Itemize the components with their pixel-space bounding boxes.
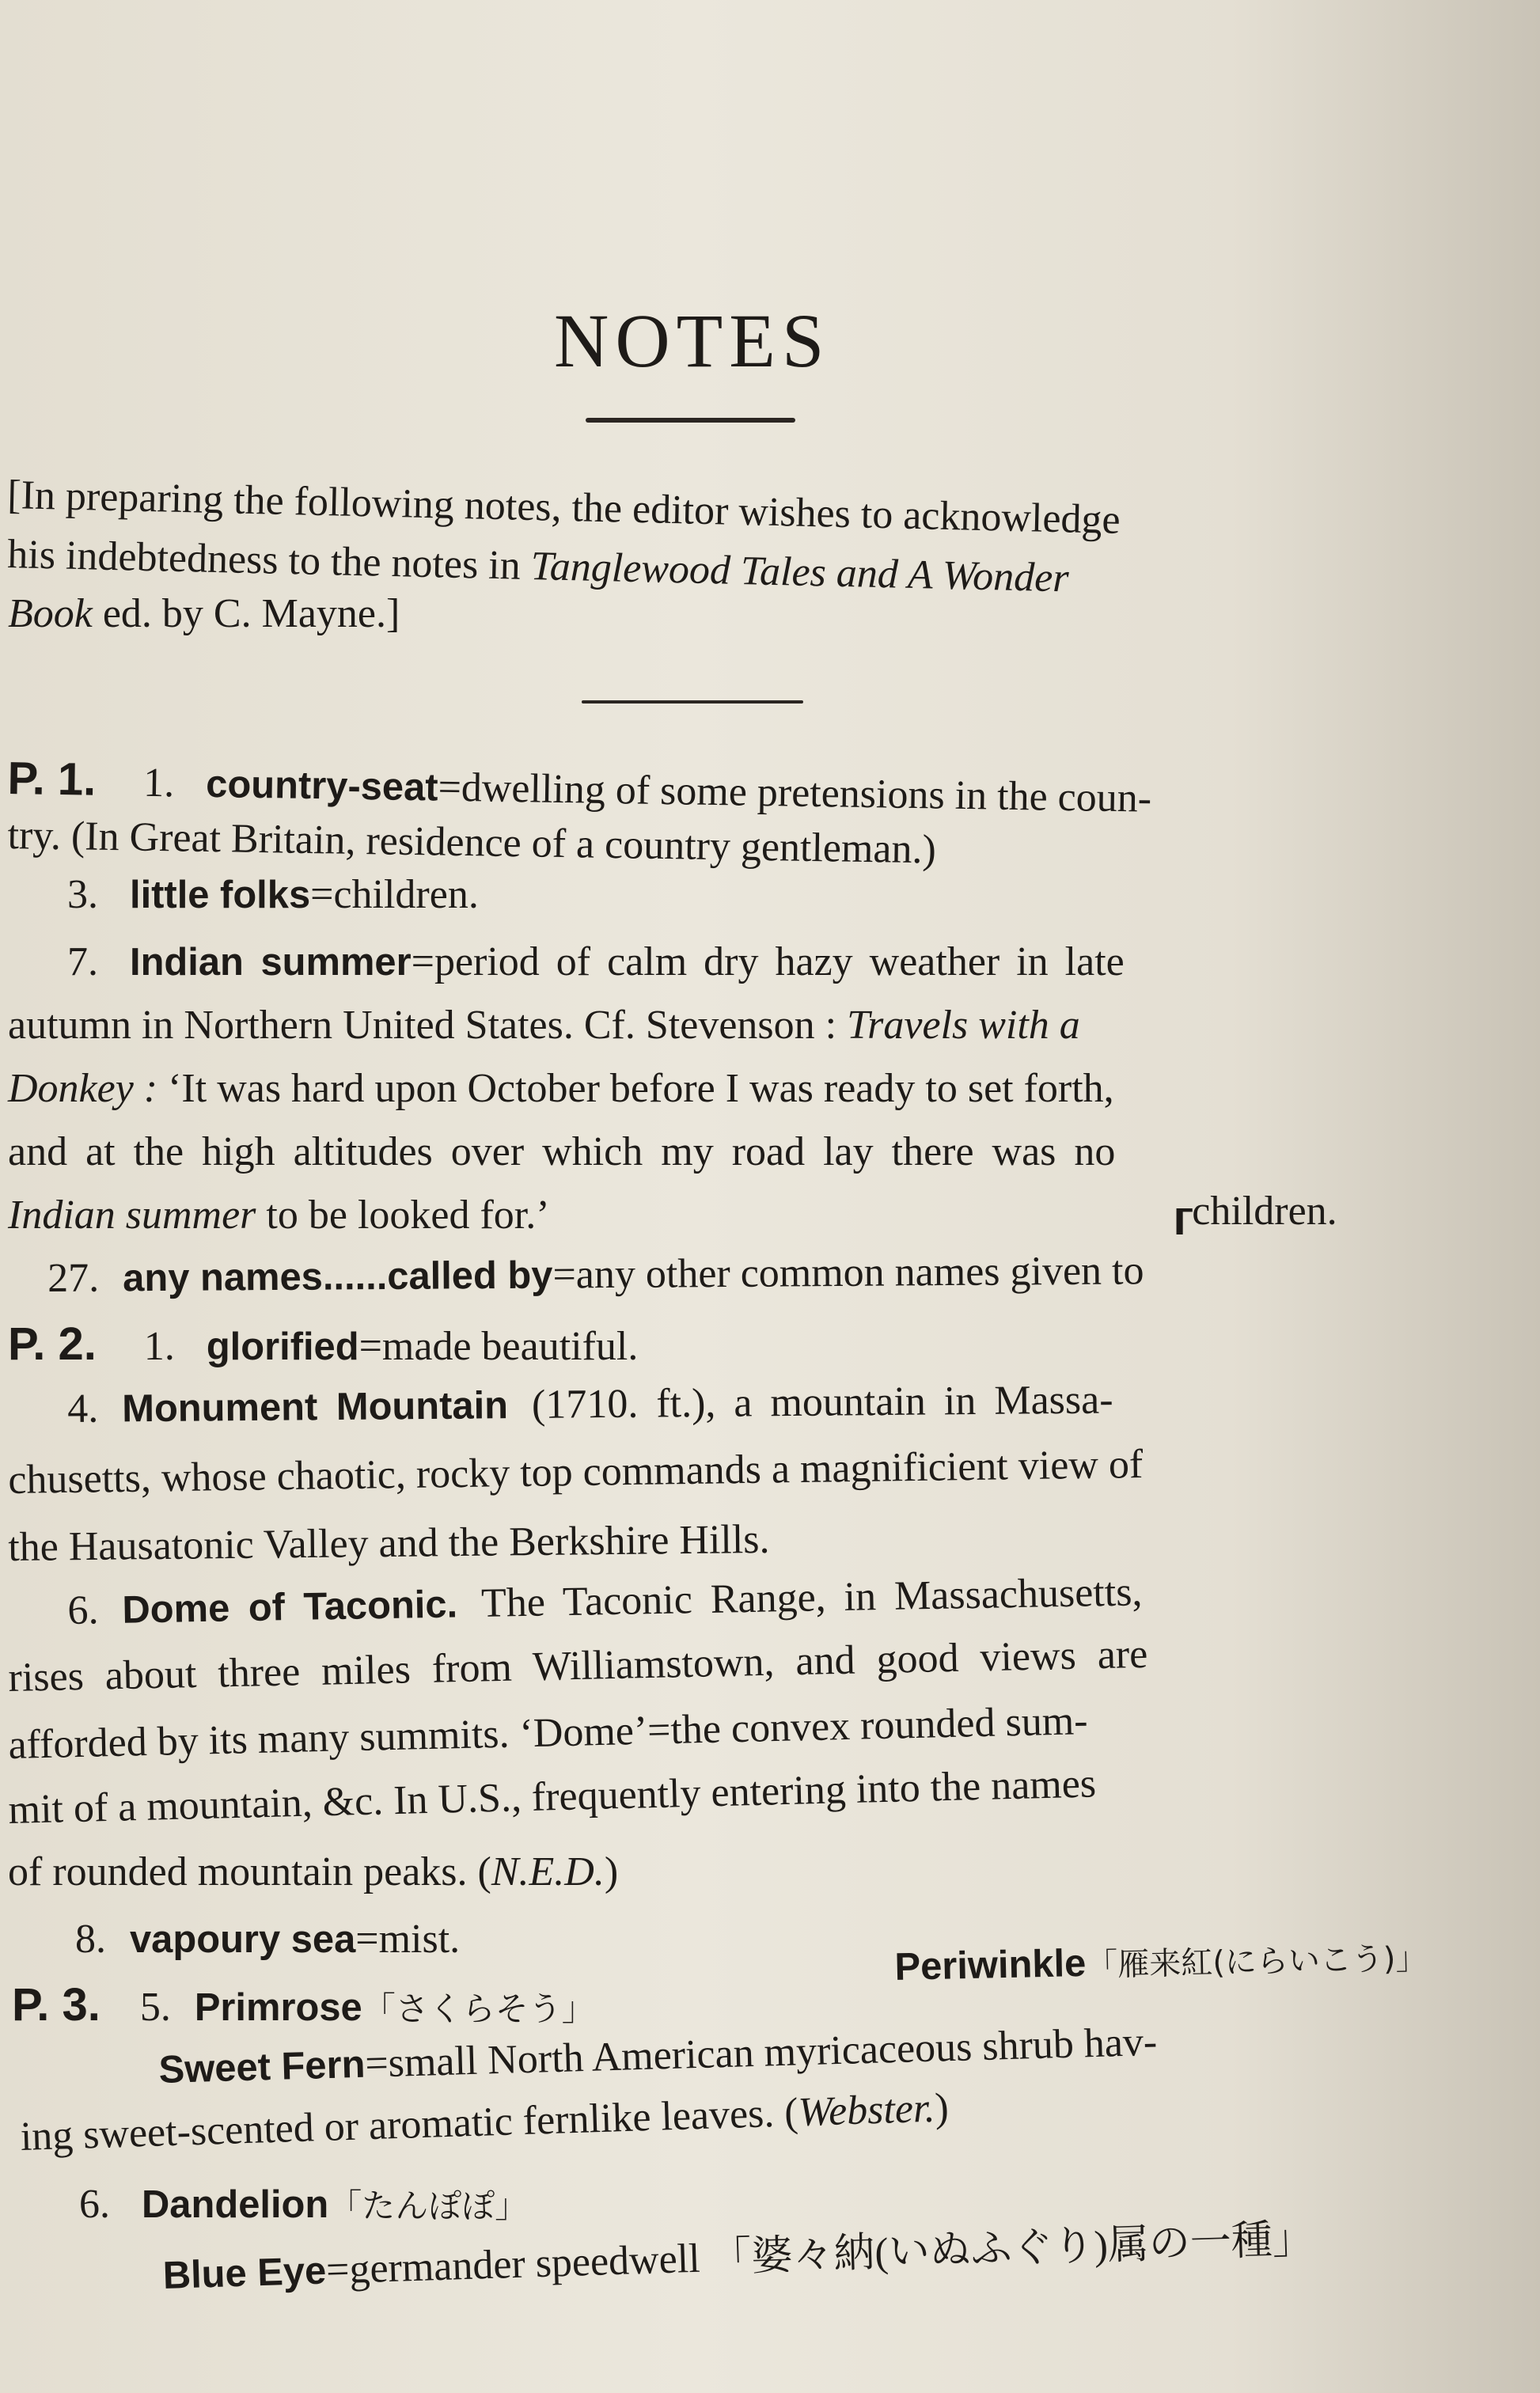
line-number: 8. bbox=[75, 1917, 106, 1962]
note-periwinkle bbox=[894, 1936, 1428, 1988]
note-p1-7-l5 bbox=[8, 1195, 550, 1236]
japanese-gloss: 「たんぽぽ」 bbox=[328, 2186, 529, 2225]
note-p2-4-l2: chusetts, whose chaotic, rocky top commands a magnificient view of bbox=[7, 1441, 1144, 1503]
note-p1-7-l4: and at the high altitudes over which my road lay there was no bbox=[8, 1129, 1116, 1174]
term-italic: Indian summer bbox=[8, 1193, 256, 1238]
note-p2-6-l5 bbox=[8, 1849, 619, 1894]
term: Periwinkle bbox=[893, 1941, 1087, 1989]
term: Dandelion bbox=[142, 2183, 329, 2226]
title-rule bbox=[586, 418, 795, 423]
definition: =period of calm dry hazy weather in late bbox=[411, 939, 1125, 984]
note-p2-4-l3: the Hausatonic Valley and the Berkshire Hills. bbox=[7, 1516, 770, 1570]
definition: =any other common names given to bbox=[552, 1248, 1144, 1298]
quote: ‘It was hard upon October before I was ready to set forth, bbox=[157, 1066, 1114, 1111]
definition: =small North American myricaceous shrub hav- bbox=[364, 2019, 1158, 2087]
definition: =children. bbox=[310, 872, 479, 917]
japanese-gloss: 「雁来紅(にらいこう)」 bbox=[1085, 1940, 1428, 1984]
line-number: 1. bbox=[142, 760, 175, 806]
term: any names......called by bbox=[122, 1253, 553, 1300]
definition: =dwelling of some pretensions in the coun- bbox=[438, 764, 1152, 821]
line-number: 3. bbox=[67, 872, 98, 917]
page-ref-p1: P. 1. bbox=[7, 753, 97, 806]
intro-line-2 bbox=[7, 534, 1069, 599]
note-p2-6-l4: mit of a mountain, &c. In U.S., frequently entering into the names bbox=[7, 1761, 1097, 1833]
text: autumn in Northern United States. Cf. Stevenson : bbox=[8, 1003, 848, 1048]
note-p1-7 bbox=[67, 939, 1125, 984]
japanese-gloss: 「さくらそう」 bbox=[362, 1989, 595, 2028]
definition: The Taconic Range, in Massachusetts, bbox=[480, 1569, 1143, 1626]
term: vapoury sea bbox=[130, 1918, 356, 1961]
note-p1-7-l2 bbox=[8, 1005, 1080, 1046]
line-number: 5. bbox=[139, 1985, 171, 2030]
note-p1-7-carry: ┎children. bbox=[1167, 1189, 1337, 1234]
intro-line-1: [In preparing the following notes, the editor wishes to acknowledge bbox=[6, 472, 1121, 543]
note-p2-8 bbox=[75, 1919, 460, 1960]
page-ref-p2: P. 2. bbox=[8, 1318, 97, 1370]
note-p1-1 bbox=[7, 753, 1152, 821]
text: ing sweet-scented or aromatic fernlike leaves. ( bbox=[19, 2090, 799, 2160]
term: country-seat bbox=[205, 762, 438, 810]
note-p2-4 bbox=[67, 1379, 1113, 1430]
intro-credit: ed. by C. Mayne.] bbox=[92, 591, 400, 636]
book-title: Tanglewood Tales and A Wonder bbox=[530, 544, 1070, 601]
intro-line-3 bbox=[8, 591, 400, 636]
note-p2-6-l2: rises about three miles from Williamstown, and good views are bbox=[7, 1631, 1148, 1701]
page-ref-p3: P. 3. bbox=[12, 1979, 101, 2031]
text: ) bbox=[934, 2085, 950, 2131]
text: ) bbox=[604, 1849, 619, 1894]
term: little folks bbox=[130, 874, 311, 916]
note-sweet-fern-l2 bbox=[19, 2085, 950, 2160]
source-italic: N.E.D. bbox=[491, 1849, 605, 1894]
text: of rounded mountain peaks. ( bbox=[8, 1849, 491, 1894]
section-rule bbox=[582, 700, 803, 703]
term: Dome of Taconic. bbox=[121, 1583, 458, 1632]
book-title-end: Book bbox=[8, 591, 93, 636]
page-title: NOTES bbox=[554, 298, 831, 383]
definition: =made beautiful. bbox=[358, 1324, 639, 1369]
line-number: 6. bbox=[66, 1587, 99, 1633]
note-p2-6-l3: afforded by its many summits. ‘Dome’=the convex rounded sum- bbox=[7, 1698, 1089, 1768]
line-number: 1. bbox=[143, 1324, 175, 1369]
note-p2-6 bbox=[66, 1569, 1143, 1633]
book-title: Travels with a bbox=[847, 1003, 1080, 1048]
intro-text: his indebtedness to the notes in bbox=[6, 532, 532, 589]
note-p1-7-l3 bbox=[8, 1068, 1114, 1109]
term: Blue Eye bbox=[161, 2249, 328, 2297]
note-sweet-fern bbox=[157, 2019, 1158, 2092]
definition: =mist. bbox=[355, 1917, 461, 1962]
note-p1-27 bbox=[47, 1250, 1144, 1299]
source-italic: Webster. bbox=[797, 2085, 936, 2136]
note-p3-6 bbox=[79, 2184, 528, 2225]
definition: =germander speedwell 「婆々納(いぬふぐり)属の一種」 bbox=[325, 2217, 1314, 2293]
note-p1-3 bbox=[67, 874, 479, 916]
term: Sweet Fern bbox=[157, 2042, 366, 2092]
definition: (1710. ft.), a mountain in Massa- bbox=[531, 1377, 1113, 1428]
term: Primrose bbox=[194, 1986, 362, 2029]
term: glorified bbox=[206, 1325, 359, 1368]
line-number: 7. bbox=[67, 939, 98, 984]
line-number: 4. bbox=[66, 1386, 99, 1432]
line-number: 6. bbox=[79, 2182, 110, 2227]
term: Indian summer bbox=[130, 941, 412, 984]
term: Monument Mountain bbox=[121, 1384, 509, 1431]
line-number: 27. bbox=[47, 1255, 100, 1301]
book-title-end: Donkey : bbox=[8, 1066, 158, 1111]
quote-end: to be looked for.’ bbox=[256, 1193, 550, 1238]
note-p3-5 bbox=[12, 1979, 595, 2031]
note-blue-eye bbox=[162, 2219, 1314, 2296]
note-p2-1 bbox=[8, 1318, 639, 1370]
note-p1-1-cont: try. (In Great Britain, residence of a country gentleman.) bbox=[7, 813, 937, 873]
